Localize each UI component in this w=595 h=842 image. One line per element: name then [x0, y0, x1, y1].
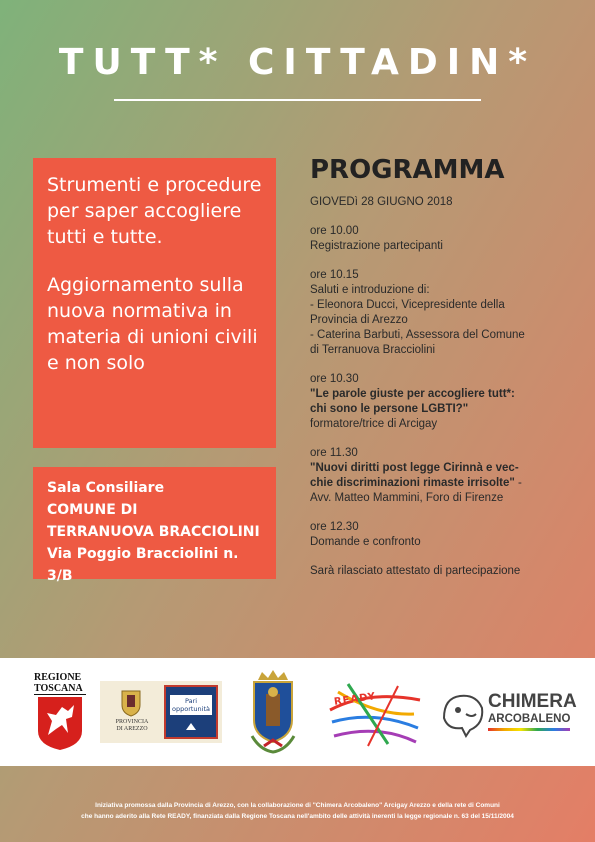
provincia-label: PROVINCIA DI AREZZO	[115, 719, 149, 732]
regione-toscana-logo	[34, 672, 86, 752]
program-talk-title: chi sono le persone LGBTI?"	[310, 403, 469, 415]
venue-box	[33, 467, 276, 584]
triangle-icon	[186, 723, 196, 730]
title-divider	[114, 99, 481, 101]
chimera-icon	[440, 688, 486, 738]
program-line: - Caterina Barbuti, Assessora del Comune	[310, 329, 525, 341]
program-line: di Terranuova Bracciolini	[310, 344, 436, 356]
chimera-logo	[440, 684, 577, 744]
pegasus-icon	[34, 695, 86, 751]
ready-label: READY	[333, 691, 377, 708]
program-line: Avv. Matteo Mammini, Foro di Firenze	[310, 492, 504, 504]
program-line: Registrazione partecipanti	[310, 240, 443, 252]
program-item	[310, 520, 580, 550]
program-talk-title: "Nuovi diritti post legge Cirinnà e vec-	[310, 462, 519, 474]
program-item	[310, 372, 580, 432]
toscana-label: TOSCANA	[34, 683, 86, 695]
program-talk-title: "Le parole giuste per accogliere tutt*:	[310, 388, 515, 400]
program-item	[310, 446, 580, 506]
intro-box	[33, 158, 276, 448]
venue-line-3: TERRANUOVA BRACCIOLINI	[47, 524, 260, 540]
venue-line-1: Sala Consiliare	[47, 480, 165, 496]
program-time: ore 10.00	[310, 225, 359, 237]
program-line: Provincia di Arezzo	[310, 314, 408, 326]
regione-label: REGIONE	[34, 672, 82, 683]
program-section	[310, 153, 580, 579]
program-time: ore 11.30	[310, 447, 358, 459]
logo-strip	[0, 658, 595, 766]
arcobaleno-label: ARCOBALENO	[488, 713, 571, 725]
venue-line-2: COMUNE DI	[47, 502, 138, 518]
pari-label: Pari opportunità	[172, 697, 211, 713]
intro-paragraph-1: Strumenti e procedure per saper accogliere tutti e tutte.	[47, 174, 262, 248]
program-item	[310, 268, 580, 358]
program-talk-title: chie discriminazioni rimaste irrisolte"	[310, 477, 515, 489]
pari-opportunita-logo	[164, 685, 218, 739]
provincia-logo	[100, 681, 222, 743]
footer-line-2: che hanno aderito alla Rete READY, finanziata dalla Regione Toscana nell'ambito delle attività inerenti la legge regionale n. 63 del 15/11/2004	[81, 813, 514, 820]
program-line: formatore/trice di Arcigay	[310, 418, 438, 430]
program-note: Sarà rilasciato attestato di partecipazione	[310, 565, 521, 577]
rainbow-bar	[488, 728, 570, 731]
footer-line-1: Iniziativa promossa dalla Provincia di Arezzo, con la collaborazione di "Chimera Arcobaleno" Arcigay Arezzo e della rete di Comuni	[95, 802, 500, 809]
program-line: - Eleonora Ducci, Vicepresidente della	[310, 299, 505, 311]
footer	[0, 800, 595, 822]
program-title: PROGRAMMA	[310, 155, 505, 185]
chimera-label: CHIMERA	[488, 691, 577, 712]
venue-line-4: Via Poggio Bracciolini n. 3/B	[47, 546, 239, 584]
program-dash: -	[514, 477, 522, 489]
program-time: ore 10.30	[310, 373, 359, 385]
intro-paragraph-2: Aggiornamento sulla nuova normativa in materia di unioni civili e non solo	[47, 274, 258, 374]
program-line: Saluti e introduzione di:	[310, 284, 430, 296]
crest-icon	[246, 670, 300, 754]
coat-of-arms-icon	[114, 687, 148, 717]
program-time: ore 10.15	[310, 269, 359, 281]
ready-logo	[328, 680, 422, 748]
page-title: TUTT* CITTADIN*	[58, 42, 537, 83]
program-item	[310, 224, 580, 254]
comune-crest-logo	[246, 670, 300, 754]
program-date: GIOVEDì 28 GIUGNO 2018	[310, 196, 453, 208]
program-line: Domande e confronto	[310, 536, 421, 548]
program-time: ore 12.30	[310, 521, 359, 533]
